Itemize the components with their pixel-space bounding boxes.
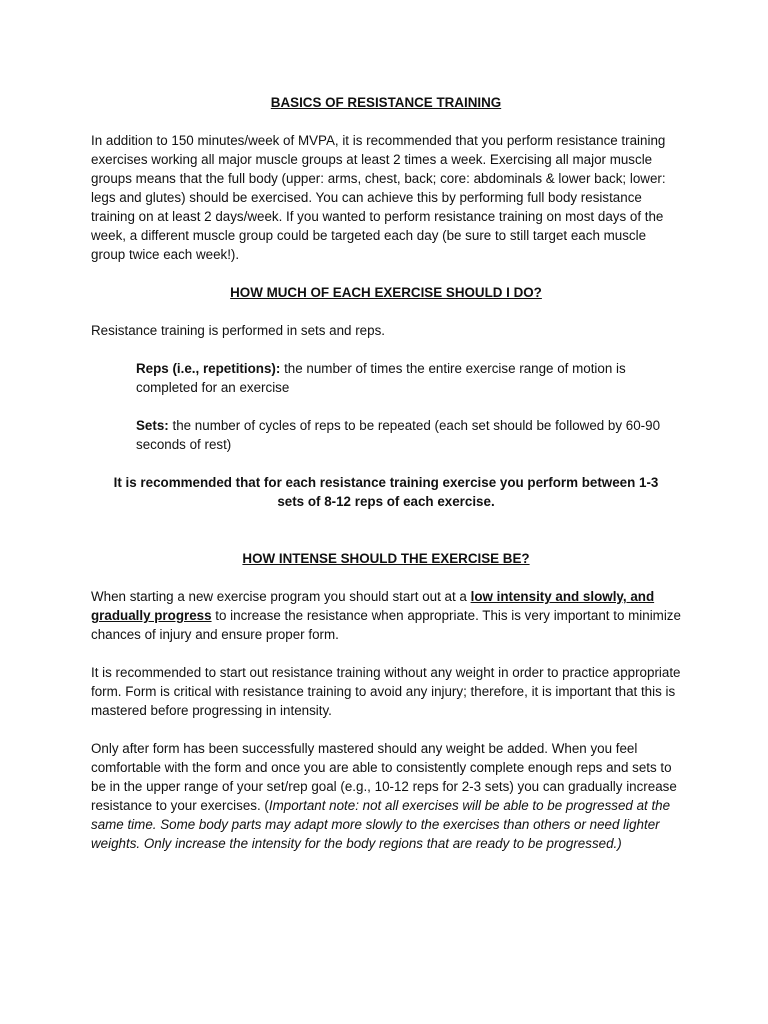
intensity-paragraph-1 xyxy=(91,587,681,644)
important-note: Important note: not all exercises will be able to be progressed at the same time. Some body parts may adapt more slowly to the exercises than others or need lighter weights. Only increase the intensity for the body regions that are ready to be progressed.) xyxy=(91,798,671,851)
document-page xyxy=(91,93,681,853)
sets-reps-lead: Resistance training is performed in sets and reps. xyxy=(91,323,385,338)
recommendation-statement: It is recommended that for each resistance training exercise you perform between 1-3 sets of 8-12 reps of each exercise. xyxy=(113,475,659,509)
reps-text: the number of times the entire exercise range of motion is completed for an exercise xyxy=(136,361,626,395)
intensity-paragraph-3 xyxy=(91,739,681,853)
intensity-p3-start: Only after form has been successfully mastered should any weight be added. When you feel comfortable with the form and once you are able to consistently complete enough reps and sets to be in the upper range of your set/rep goal (e.g., 10-12 reps for 2-3 sets) you can gradually increase resistance to your exercises. ( xyxy=(91,741,677,813)
intensity-p1-start: When starting a new exercise program you should start out at a xyxy=(91,589,471,604)
section-heading-how-intense: HOW INTENSE SHOULD THE EXERCISE BE? xyxy=(242,551,530,566)
reps-definition xyxy=(136,359,681,397)
sets-text: the number of cycles of reps to be repeated (each set should be followed by 60-90 seconds of rest) xyxy=(136,418,661,452)
intensity-p1-end: to increase the resistance when appropriate. This is very important to minimize chances of injury and ensure proper form. xyxy=(91,608,681,642)
intensity-paragraph-2: It is recommended to start out resistance training without any weight in order to practice appropriate form. Form is critical with resistance training to avoid any injury; therefore, it is important that this is mastered before progressing in intensity. xyxy=(91,665,681,718)
sets-term: Sets: xyxy=(136,418,169,433)
section-heading-how-much: HOW MUCH OF EACH EXERCISE SHOULD I DO? xyxy=(230,285,542,300)
reps-term: Reps (i.e., repetitions): xyxy=(136,361,281,376)
intro-paragraph: In addition to 150 minutes/week of MVPA, it is recommended that you perform resistance training exercises working all major muscle groups at least 2 times a week. Exercising all major muscle groups means that the full body (upper: arms, chest, back; core: abdominals & lower back; lower: legs and glutes) should be exercised. You can achieve this by performing full body resistance training on at least 2 days/week. If you wanted to perform resistance training on most days of the week, a different muscle group could be targeted each day (be sure to still target each muscle group twice each week!). xyxy=(91,133,666,262)
sets-definition xyxy=(136,416,681,454)
intensity-p1-emphasis: low intensity and slowly, and gradually progress xyxy=(91,589,655,623)
document-title: BASICS OF RESISTANCE TRAINING xyxy=(270,95,502,110)
